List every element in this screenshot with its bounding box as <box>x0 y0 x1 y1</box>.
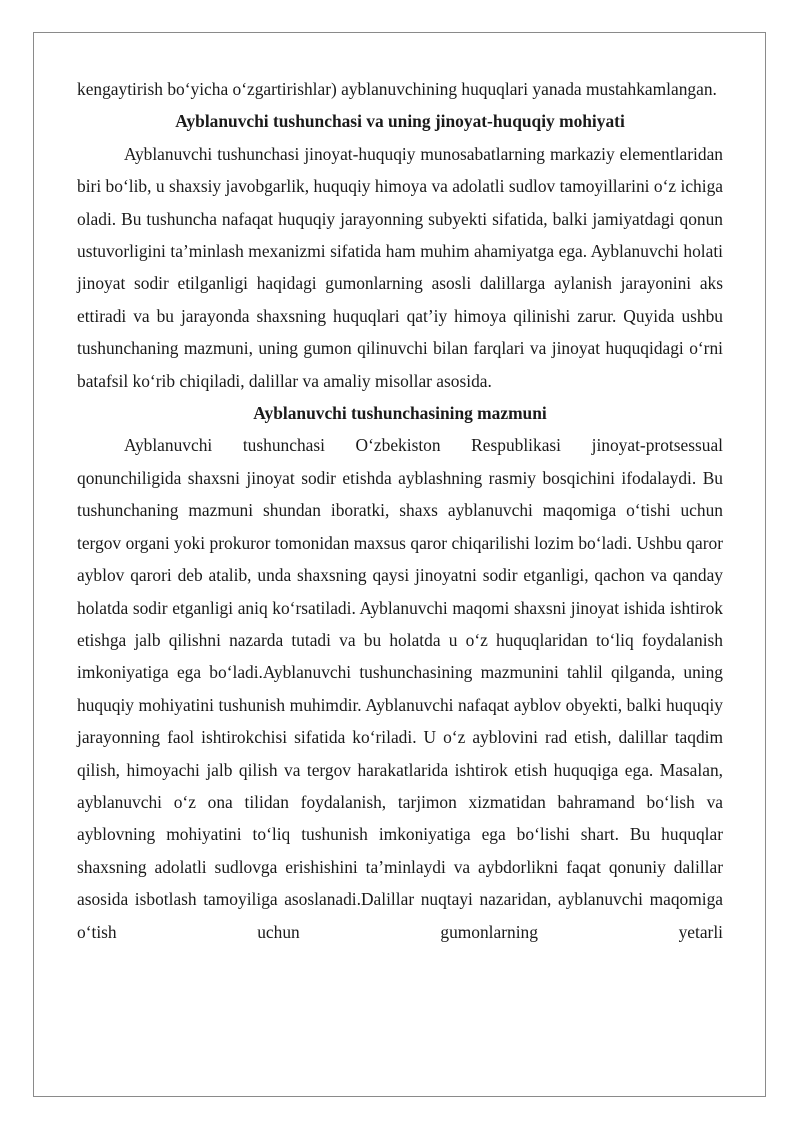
section-paragraph-content: Ayblanuvchi tushunchasi O‘zbekiston Respublikasi jinoyat-protsessual qonunchiligida shaxsni jinoyat sodir etishda ayblashning rasmiy bosqichini ifodalaydi. Bu tushunchaning mazmuni shundan iboratki, shaxs ayblanuvchi maqomiga o‘tishi uchun tergov organi yoki prokuror tomonidan maxsus qaror chiqarilishi lozim bo‘ladi. Ushbu qaror ayblov qarori deb atalib, unda shaxsning qaysi jinoyatni sodir etganligi, qachon va qanday holatda sodir etganligi aniq ko‘rsatiladi. Ayblanuvchi maqomi shaxsni jinoyat ishida ishtirok etishga jalb qilishni nazarda tutadi va bu holatda u o‘z huquqlaridan to‘liq foydalanish imkoniyatiga ega bo‘ladi.Ayblanuvchi tushunchasining mazmunini tahlil qilganda, uning huquqiy mohiyatini tushunish muhimdir. Ayblanuvchi nafaqat ayblov obyekti, balki huquqiy jarayonning faol ishtirokchisi sifatida ko‘riladi. U o‘z ayblovini rad etish, dalillar taqdim qilish, himoyachi jalb qilish va tergov harakatlarida ishtirok etish huquqiga ega. Masalan, ayblanuvchi o‘z ona tilidan foydalanish, tarjimon xizmatidan bahramand bo‘lish va ayblovning mohiyatini to‘liq tushunish imkoniyatiga ega bo‘lishi shart. Bu huquqlar shaxsning adolatli sudlovga erishishini ta’minlaydi va aybdorlikni faqat qonuniy dalillar asosida isbotlash tamoyiliga asoslanadi.Dalillar nuqtayi nazaridan, ayblanuvchi maqomiga o‘tish uchun gumonlarning yetarli <box>77 435 723 942</box>
section-heading-content: Ayblanuvchi tushunchasining mazmuni <box>253 403 547 424</box>
document-body <box>77 73 723 948</box>
section-paragraph-concept: Ayblanuvchi tushunchasi jinoyat-huquqiy munosabatlarning markaziy elementlaridan biri bo‘lib, u shaxsiy javobgarlik, huquqiy himoya va adolatli sudlov tamoyillarini o‘z ichiga oladi. Bu tushuncha nafaqat huquqiy jarayonning subyekti sifatida, balki jamiyatdagi qonun ustuvorligini ta’minlash mexanizmi sifatida ham muhim ahamiyatga ega. Ayblanuvchi holati jinoyat sodir etilganligi haqidagi gumonlarning asosli dalillarga aylanish jarayonini aks ettiradi va bu jarayonda shaxsning huquqlari qat’iy himoya qilinishi zarur. Quyida ushbu tushunchaning mazmuni, uning gumon qilinuvchi bilan farqlari va jinoyat huquqidagi o‘rni batafsil ko‘rib chiqiladi, dalillar va amaliy misollar asosida. <box>77 143 723 391</box>
section-heading-concept: Ayblanuvchi tushunchasi va uning jinoyat-huquqiy mohiyati <box>175 111 625 132</box>
intro-paragraph: kengaytirish bo‘yicha o‘zgartirishlar) ayblanuvchining huquqlari yanada mustahkamlangan. <box>77 79 717 99</box>
